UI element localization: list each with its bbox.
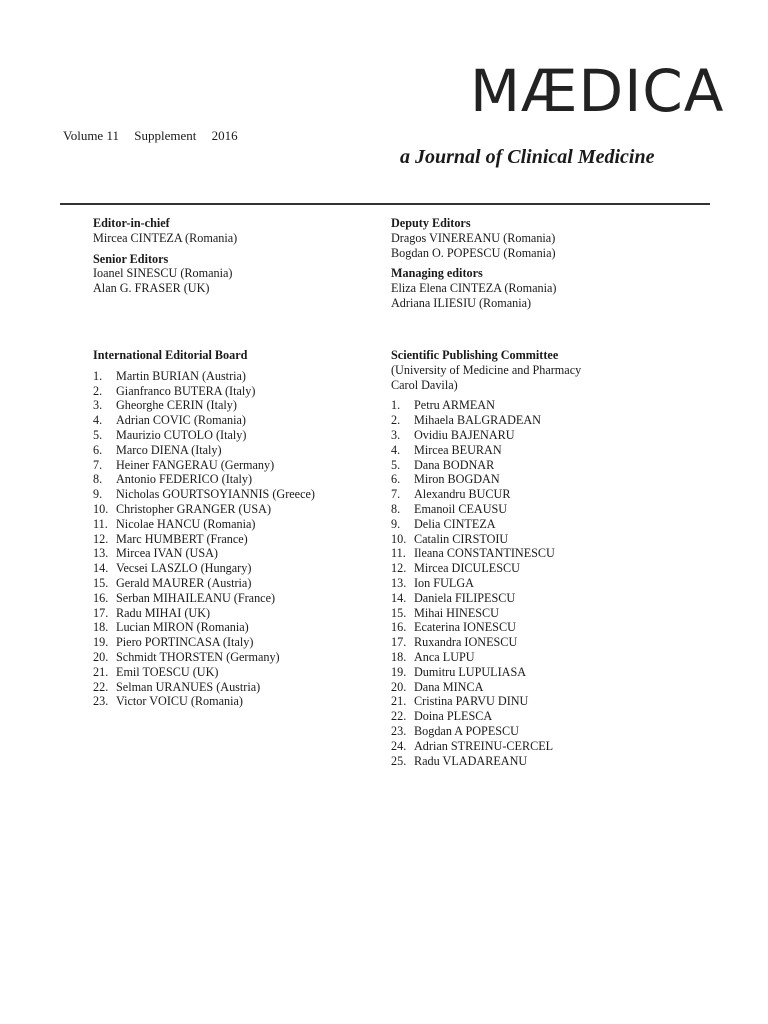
list-item xyxy=(391,680,581,695)
list-item xyxy=(391,694,581,709)
committee-affiliation-line: (University of Medicine and Pharmacy xyxy=(391,362,582,377)
list-item-name: Anca LUPU xyxy=(414,649,475,664)
editor-name: Alan G. FRASER (UK) xyxy=(93,281,210,296)
list-item-name: Mihaela BALGRADEAN xyxy=(414,413,541,428)
list-item-name: Dumitru LUPULIASA xyxy=(414,664,527,679)
list-item-number: 22. xyxy=(93,679,109,694)
list-item-name: Piero PORTINCASA (Italy) xyxy=(116,635,254,650)
list-item-name: Schmidt THORSTEN (Germany) xyxy=(116,649,280,664)
list-item-name: Daniela FILIPESCU xyxy=(414,590,516,605)
list-item xyxy=(391,635,581,650)
list-item-number: 4. xyxy=(391,442,401,457)
list-item xyxy=(391,428,581,443)
list-item xyxy=(391,502,581,517)
list-item-name: Mihai HINESCU xyxy=(414,605,499,620)
list-item-name: Bogdan A POPESCU xyxy=(414,723,519,738)
list-item-name: Ovidiu BAJENARU xyxy=(414,427,515,442)
list-item-name: Radu MIHAI (UK) xyxy=(116,605,211,620)
editor-name: Eliza Elena CINTEZA (Romania) xyxy=(391,281,557,296)
list-item-name: Dana BODNAR xyxy=(414,457,495,472)
list-item-name: Antonio FEDERICO (Italy) xyxy=(116,472,253,487)
editor-name: Mircea CINTEZA (Romania) xyxy=(93,230,238,245)
list-item xyxy=(93,443,315,458)
list-item xyxy=(93,635,315,650)
list-item-name: Alexandru BUCUR xyxy=(414,487,511,502)
list-item-number: 17. xyxy=(93,605,109,620)
list-item-name: Ileana CONSTANTINESCU xyxy=(414,546,555,561)
list-item-name: Petru ARMEAN xyxy=(414,398,495,413)
list-item-name: Emanoil CEAUSU xyxy=(414,501,508,516)
list-item xyxy=(93,650,315,665)
list-item-number: 10. xyxy=(93,501,109,516)
international-board-list xyxy=(93,369,315,709)
issue-year: 2016 xyxy=(211,128,238,143)
list-item-number: 25. xyxy=(391,753,407,768)
list-item-number: 5. xyxy=(391,457,401,472)
list-item-name: Vecsei LASZLO (Hungary) xyxy=(116,561,252,576)
list-item-number: 5. xyxy=(93,427,103,442)
list-item xyxy=(391,472,581,487)
list-item-name: Ruxandra IONESCU xyxy=(414,635,518,650)
list-item-number: 4. xyxy=(93,413,103,428)
list-item-number: 18. xyxy=(391,649,407,664)
list-item-number: 7. xyxy=(391,487,401,502)
list-item-number: 18. xyxy=(93,620,109,635)
list-item-name: Catalin CIRSTOIU xyxy=(414,531,509,546)
list-item-number: 12. xyxy=(93,531,109,546)
list-item-number: 16. xyxy=(93,590,109,605)
list-item-number: 20. xyxy=(391,679,407,694)
list-item-name: Cristina PARVU DINU xyxy=(414,694,529,709)
list-item-number: 6. xyxy=(93,442,103,457)
scientific-committee-list xyxy=(391,398,581,768)
list-item xyxy=(391,739,581,754)
issue-type: Supplement xyxy=(134,128,197,143)
list-item xyxy=(391,754,581,769)
list-item-number: 17. xyxy=(391,635,407,650)
list-item-number: 2. xyxy=(93,383,103,398)
deputy-editors-heading: Deputy Editors xyxy=(391,216,471,230)
list-item-number: 2. xyxy=(391,413,401,428)
list-item xyxy=(93,487,315,502)
list-item xyxy=(93,694,315,709)
list-item xyxy=(93,502,315,517)
list-item xyxy=(391,620,581,635)
list-item-name: Lucian MIRON (Romania) xyxy=(116,620,249,635)
list-item xyxy=(391,561,581,576)
list-item xyxy=(93,413,315,428)
list-item-name: Mircea IVAN (USA) xyxy=(116,546,218,561)
list-item-name: Doina PLESCA xyxy=(414,709,493,724)
list-item-number: 6. xyxy=(391,472,401,487)
list-item xyxy=(391,606,581,621)
list-item-name: Heiner FANGERAU (Germany) xyxy=(116,457,275,472)
list-item-number: 23. xyxy=(93,694,109,709)
list-item xyxy=(93,532,315,547)
list-item-name: Gerald MAURER (Austria) xyxy=(116,575,252,590)
committee-affiliation-line: Carol Davila) xyxy=(391,377,458,392)
issue-info xyxy=(63,128,250,144)
list-item-number: 11. xyxy=(93,516,108,531)
list-item-number: 24. xyxy=(391,738,407,753)
list-item xyxy=(93,576,315,591)
list-item-number: 1. xyxy=(391,398,401,413)
list-item xyxy=(391,413,581,428)
list-item xyxy=(93,546,315,561)
editor-name: Ioanel SINESCU (Romania) xyxy=(93,266,233,281)
list-item-name: Marco DIENA (Italy) xyxy=(116,442,222,457)
list-item xyxy=(93,428,315,443)
list-item xyxy=(391,487,581,502)
list-item xyxy=(391,458,581,473)
scientific-committee xyxy=(391,348,581,768)
list-item xyxy=(391,576,581,591)
list-item-number: 9. xyxy=(93,487,103,502)
list-item-name: Dana MINCA xyxy=(414,679,484,694)
list-item xyxy=(391,517,581,532)
list-item-number: 21. xyxy=(391,694,407,709)
list-item xyxy=(391,532,581,547)
volume-number: Volume 11 xyxy=(63,128,119,143)
list-item-number: 3. xyxy=(391,427,401,442)
list-item-number: 13. xyxy=(93,546,109,561)
list-item xyxy=(93,369,315,384)
list-item xyxy=(391,591,581,606)
list-item-name: Delia CINTEZA xyxy=(414,516,496,531)
list-item xyxy=(93,606,315,621)
list-item-number: 8. xyxy=(391,501,401,516)
list-item-name: Mircea DICULESCU xyxy=(414,561,520,576)
list-item-number: 10. xyxy=(391,531,407,546)
list-item xyxy=(391,546,581,561)
editor-name: Dragos VINEREANU (Romania) xyxy=(391,230,556,245)
list-item xyxy=(93,384,315,399)
list-item-number: 15. xyxy=(93,575,109,590)
list-item xyxy=(391,709,581,724)
list-item-number: 20. xyxy=(93,649,109,664)
list-item xyxy=(391,665,581,680)
editor-in-chief-block xyxy=(93,216,237,246)
list-item-number: 19. xyxy=(391,664,407,679)
list-item xyxy=(93,591,315,606)
list-item xyxy=(93,472,315,487)
list-item-number: 12. xyxy=(391,561,407,576)
list-item-name: Nicolae HANCU (Romania) xyxy=(116,516,256,531)
editor-name: Adriana ILIESIU (Romania) xyxy=(391,295,532,310)
list-item-name: Nicholas GOURTSOYIANNIS (Greece) xyxy=(116,487,315,502)
list-item-number: 1. xyxy=(93,368,103,383)
senior-editors-block xyxy=(93,252,237,296)
deputy-editors-block xyxy=(391,216,557,260)
list-item-number: 9. xyxy=(391,516,401,531)
journal-subtitle: a Journal of Clinical Medicine xyxy=(400,146,655,168)
list-item-name: Selman URANUES (Austria) xyxy=(116,679,261,694)
list-item-number: 23. xyxy=(391,723,407,738)
list-item-number: 19. xyxy=(93,635,109,650)
list-item-name: Adrian COVIC (Romania) xyxy=(116,413,246,428)
international-board-heading: International Editorial Board xyxy=(93,348,248,362)
scientific-committee-heading: Scientific Publishing Committee xyxy=(391,348,559,362)
list-item-number: 8. xyxy=(93,472,103,487)
managing-editors-heading: Managing editors xyxy=(391,266,483,281)
list-item-name: Radu VLADAREANU xyxy=(414,753,528,768)
list-item xyxy=(391,724,581,739)
list-item-name: Maurizio CUTOLO (Italy) xyxy=(116,427,247,442)
list-item-name: Serban MIHAILEANU (France) xyxy=(116,590,276,605)
international-board xyxy=(93,348,315,709)
editors-right xyxy=(391,216,557,317)
list-item xyxy=(391,398,581,413)
list-item-name: Ion FULGA xyxy=(414,575,474,590)
list-item-name: Emil TOESCU (UK) xyxy=(116,664,219,679)
managing-editors-block xyxy=(391,266,557,310)
editor-in-chief-heading: Editor-in-chief xyxy=(93,216,170,230)
list-item xyxy=(93,620,315,635)
list-item-number: 14. xyxy=(93,561,109,576)
list-item xyxy=(391,650,581,665)
list-item xyxy=(93,561,315,576)
header-divider xyxy=(60,203,710,205)
list-item-name: Ecaterina IONESCU xyxy=(414,620,516,635)
journal-logo: MÆDICA xyxy=(470,57,725,125)
list-item-name: Martin BURIAN (Austria) xyxy=(116,368,246,383)
list-item-name: Victor VOICU (Romania) xyxy=(116,694,243,709)
list-item-number: 21. xyxy=(93,664,109,679)
list-item-name: Gheorghe CERIN (Italy) xyxy=(116,398,237,413)
list-item-number: 11. xyxy=(391,546,406,561)
list-item-number: 15. xyxy=(391,605,407,620)
list-item-name: Marc HUMBERT (France) xyxy=(116,531,248,546)
list-item xyxy=(93,458,315,473)
list-item-number: 14. xyxy=(391,590,407,605)
list-item xyxy=(93,398,315,413)
list-item xyxy=(93,517,315,532)
list-item-name: Christopher GRANGER (USA) xyxy=(116,501,272,516)
senior-editors-heading: Senior Editors xyxy=(93,251,169,266)
list-item-number: 3. xyxy=(93,398,103,413)
list-item xyxy=(391,443,581,458)
list-item-number: 13. xyxy=(391,575,407,590)
list-item-name: Gianfranco BUTERA (Italy) xyxy=(116,383,256,398)
list-item-number: 22. xyxy=(391,709,407,724)
editor-name: Bogdan O. POPESCU (Romania) xyxy=(391,245,556,260)
list-item-number: 7. xyxy=(93,457,103,472)
list-item xyxy=(93,665,315,680)
list-item-name: Miron BOGDAN xyxy=(414,472,500,487)
list-item-name: Adrian STREINU-CERCEL xyxy=(414,738,554,753)
list-item-name: Mircea BEURAN xyxy=(414,442,502,457)
list-item xyxy=(93,680,315,695)
editors-left xyxy=(93,216,237,302)
list-item-number: 16. xyxy=(391,620,407,635)
